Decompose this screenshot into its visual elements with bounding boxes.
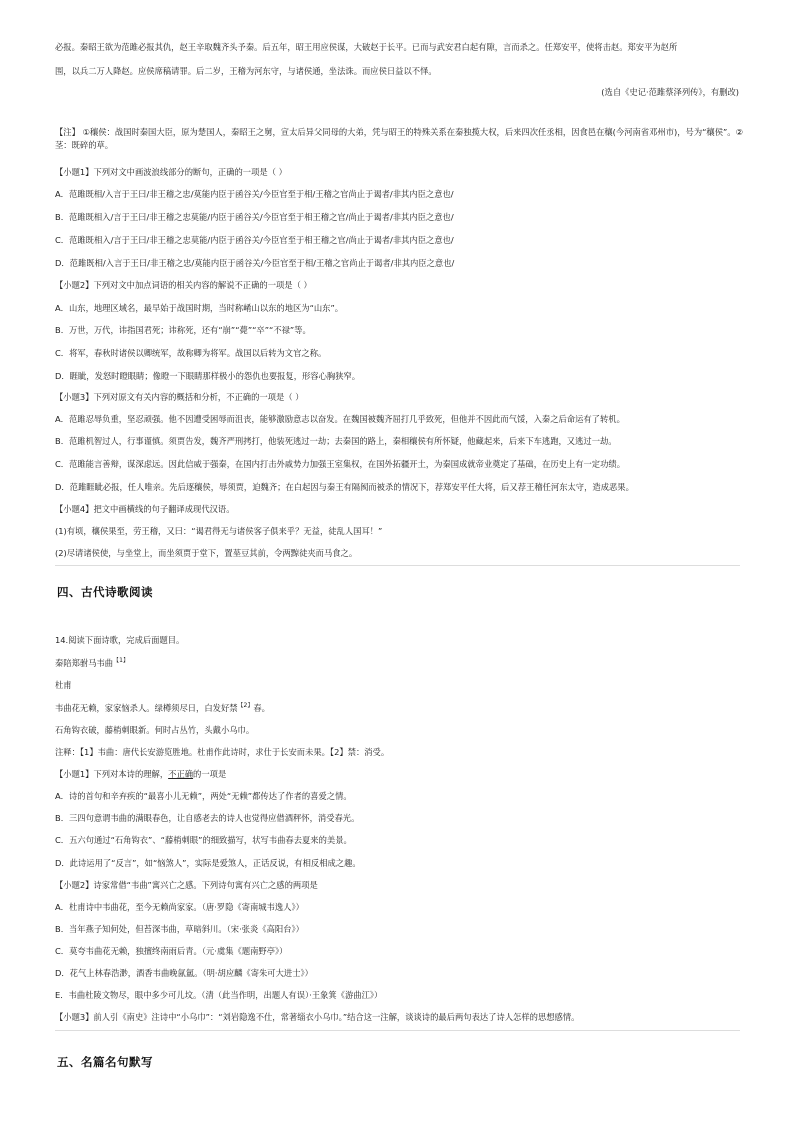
passage-line: 围，以兵二万人降赵。应侯席稿请罪。后二岁，王稽为河东守，与诸侯通，坐法诛。而应侯日益以不怿。 (55, 66, 437, 76)
footnote-marker: 【1】 (113, 657, 129, 665)
option-a: A．范雎忍辱负重，坚忍顽强。他不因遭受困辱而沮丧，能够激励意志以奋发。在魏国被魏齐屈打几乎致死，但他并不因此而气馁，入秦之后命运有了转机。 (55, 414, 625, 424)
option-b: B．三四句意谓韦曲的满眼春色，让自感老去的诗人也觉得应借酒秤怀，消受春光。 (55, 813, 360, 823)
section-divider (55, 1030, 740, 1031)
option-c: C．莫夸韦曲花无赖，独擅终南雨后青。（元·虞集《题南野亭》） (55, 946, 288, 956)
question-stem: 【小题4】把文中画横线的句子翻译成现代汉语。 (55, 504, 235, 514)
option-e: E．韦曲杜陵文物尽，眼中多少可儿坟。（清（此当作明，出题人有误）·王象箕《游曲江》） (55, 990, 383, 1000)
poem-author: 杜甫 (55, 680, 72, 690)
poem-verse: 石角钩衣破，藤梢刺眼新。何时占丛竹，头戴小乌巾。 (55, 725, 255, 735)
translation-sentence: (1)有顷，穰侯果至，劳王稽，又曰：“谒君得无与诸侯客子俱来乎？无益，徒乱人国耳！” (55, 526, 383, 536)
question-stem: 【小题2】下列对文中加点词语的相关内容的解说不正确的一项是（ ） (55, 280, 312, 290)
question-stem: 【小题3】下列对原文有关内容的概括和分析，不正确的一项是（ ） (55, 392, 304, 402)
question-stem: 【小题2】诗家常借“韦曲”寓兴亡之感。下列诗句寓有兴亡之感的两项是 (55, 880, 318, 890)
option-d: D．此诗运用了“反言”，如“恼煞人”，实际是爱煞人，正话反说，有相反相成之趣。 (55, 858, 361, 868)
question-stem: 【小题3】前人引《南史》注诗中“小乌巾”：“刘岩隐逸不仕，常著缁衣小乌巾。”结合这一注解，谈谈诗的最后两句表达了诗人怎样的思想感情。 (55, 1012, 580, 1022)
option-a: A．诗的首句和辛弃疾的“最喜小儿无赖”，两处“无赖”都传达了作者的喜爱之情。 (55, 791, 352, 801)
section-divider (55, 565, 740, 566)
section-heading: 五、名篇名句默写 (57, 1055, 153, 1069)
option-d: D．范雎睚眦必报，任人唯亲。先后逐穰侯，辱须贾，迫魏齐；在白起因与秦王有隔阂而被杀的情况下，荐郑安平任大将，后又荐王稽任河东太守，造成恶果。 (55, 482, 634, 492)
passage-line: 必报。秦昭王欲为范雎必报其仇，赵王辛取魏齐头予秦。后五年，昭王用应侯谋，大破赵于长平。已而与武安君白起有隙，言而杀之。任郑安平，使将击赵。郑安平为赵所 (55, 42, 678, 52)
option-c: C．范雎既相入/言于王曰/非王稽之忠莫能/内臣于函谷关/今臣官至于相王稽之官/尚止于谒者/非其内臣之意也/ (55, 235, 454, 245)
option-b: B．当年燕子知何处，但苔深韦曲，草暗斜川。（宋·张炎《高阳台》） (55, 924, 304, 934)
translation-sentence: (2)尽请诸侯使，与坐堂上，而坐须贾于堂下，置莝豆其前，令两黥徒夹而马食之。 (55, 548, 358, 558)
emphasis: 不正确 (168, 769, 194, 779)
option-d: D．范雎既相/入言于王曰/非王稽之忠/莫能内臣于函谷关/今臣官至于相/王稽之官尚止于谒者/非其内臣之意也/ (55, 258, 455, 268)
passage-notes: 【注】 ①穰侯：战国时秦国大臣，原为楚国人，秦昭王之舅，宣太后异父同母的大弟，凭与昭王的特殊关系在秦独揽大权，后来四次任丞相，因食邑在穰(今河南省邓州市)，号为“穰侯”。②茎：既碎的草。 (55, 127, 744, 150)
option-b: B．范雎既相入/言于王曰/非王稽之忠莫能/内臣于函谷关/今臣官至于相王稽之官/尚止于谒者/非其内臣之意也/ (55, 212, 454, 222)
option-b: B．范雎机智过人，行事谨慎。须贾告发，魏齐严刑拷打，他装死逃过一劫；去秦国的路上，秦相穰侯有所怀疑，他藏起来，后来下车逃跑，又逃过一劫。 (55, 436, 617, 446)
option-b: B．万世，万代，讳指国君死；讳称死，还有“崩”“薨”“卒”“不禄”等。 (55, 325, 311, 335)
poem-annotation: 注释：【1】韦曲：唐代长安游览胜地。杜甫作此诗时，求仕于长安而未果。【2】禁：消受。 (55, 747, 390, 757)
question-stem: 【小题1】下列对文中画波浪线部分的断句，正确的一项是（ ） (55, 167, 287, 177)
option-a: A．杜甫诗中韦曲花，至今无赖尚家家。（唐·罗隐《寄南城韦逸人》） (55, 902, 304, 912)
option-c: C．范雎能言善辩，谋深虑远。因此信威于强秦，在国内打击外戚势力加强王室集权，在国外拓疆开土，为秦国成就帝业奠定了基础，在历史上有一定功绩。 (55, 459, 625, 469)
poem-title: 秦陪郑驸马韦曲$^{【1】}$ (55, 657, 129, 668)
question-stem: 【小题1】下列对本诗的理解，不正确的一项是 (55, 769, 227, 779)
option-a: A．范雎既相/入言于王曰/非王稽之忠/莫能内臣于函谷关/今臣官至于相/王稽之官尚止于谒者/非其内臣之意也/ (55, 189, 454, 199)
section-heading: 四、古代诗歌阅读 (57, 585, 153, 599)
passage-source: (选自《史记·范雎蔡泽列传》，有删改) (601, 87, 739, 97)
option-a: A．山东，地理区域名，最早始于战国时期，当时称崤山以东的地区为“山东”。 (55, 303, 344, 313)
poem-verse: 韦曲花无赖，家家恼杀人。绿樽须尽日，白发好禁$^{【2】}$春。 (55, 702, 270, 713)
question-intro: 14.阅读下面诗歌，完成后面题目。 (55, 635, 185, 645)
option-d: D．花气上林春浩渺，酒香韦曲晚氤氲。（明·胡应麟《寄朱可大进士》） (55, 968, 313, 978)
option-d: D．睚眦，发怒时瞪眼睛；像瞪一下眼睛那样极小的怨仇也要报复，形容心胸狭窄。 (55, 371, 361, 381)
option-c: C．将军，春秋时诸侯以卿统军，故称卿为将军。战国以后转为文官之称。 (55, 348, 327, 358)
option-c: C．五六句通过“石角钩衣”、“藤梢刺眼”的细致描写，状写韦曲春去夏来的美景。 (55, 835, 352, 845)
footnote-marker: 【2】 (237, 702, 254, 710)
